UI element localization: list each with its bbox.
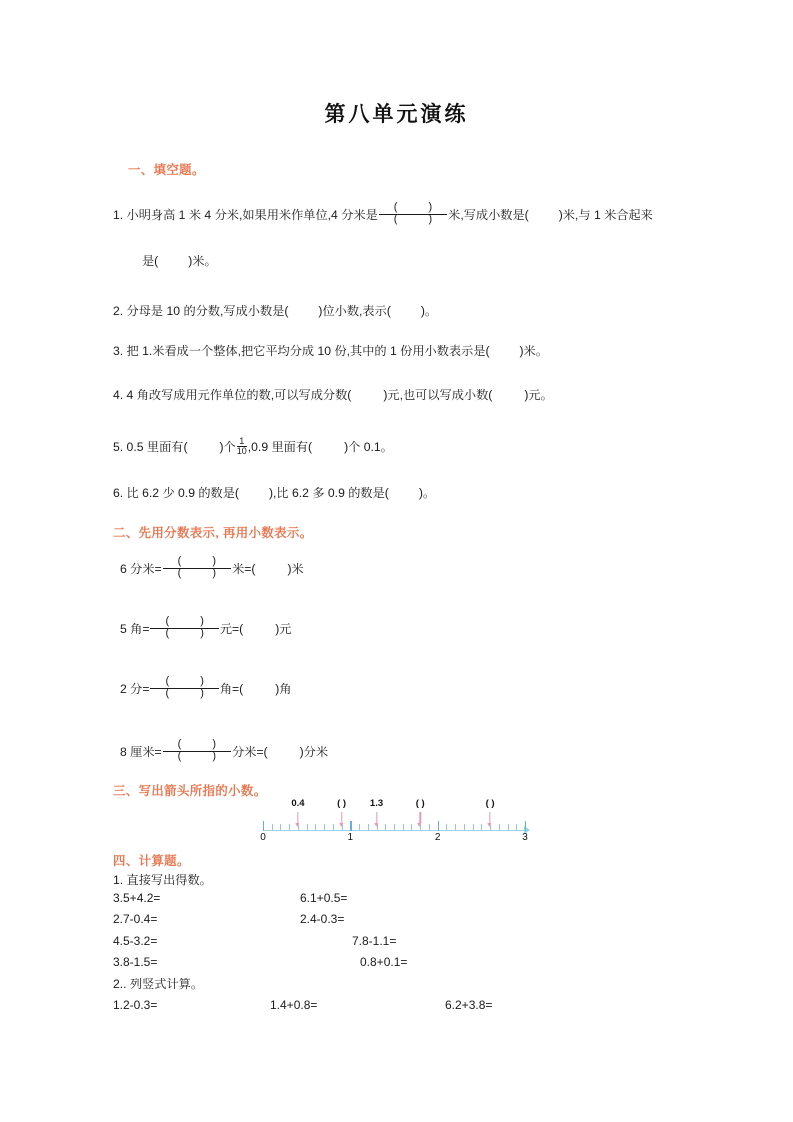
question-6 [113,484,435,501]
section-heading-calculation: 四、计算题。 [113,854,190,868]
question-3 [113,342,548,359]
number-line-major-tick [438,821,439,831]
convert-row-mid: 角=( [219,681,244,696]
fraction-blank [150,677,218,699]
question-4-text-b: )元,也可以写成小数( [383,388,493,402]
question-6-text-a: 6. 比 6.2 少 0.9 的数是( [113,486,239,500]
fraction-denominator: ( ) [165,687,218,699]
question-2-text-b: )位小数,表示( [318,304,391,318]
number-line-minor-tick [368,824,369,830]
number-line-arrow-label: 0.4 [291,798,305,809]
number-line-tick-label: 0 [260,832,266,843]
number-line-minor-tick [403,824,404,830]
fraction-blank-q1 [379,203,447,225]
fraction-blank [150,617,218,639]
question-5-text-c: ,0.9 里面有( [247,440,313,454]
number-line-arrow-label: ( ) [415,798,425,809]
calc-vertical-3: 6.2+3.8= [445,998,493,1012]
fraction-one-tenth [237,437,247,456]
fraction-denominator: ( ) [177,567,231,579]
number-line-minor-tick [385,824,386,830]
question-1-cont [142,252,217,269]
question-2 [113,302,437,319]
convert-row-tail: )分米 [299,744,329,759]
convert-row-tail: )角 [275,681,292,696]
fraction-numerator: ( ) [177,738,231,750]
convert-row-3 [120,677,292,699]
number-line-minor-tick [289,824,290,830]
number-line-minor-tick [411,824,412,830]
number-line-tick-label: 1 [347,832,354,843]
number-line-arrow-icon [419,812,420,823]
question-5 [113,437,393,456]
subsection-vertical-calculation: 2.. 列竖式计算。 [113,977,204,991]
question-6-text-b: ),比 6.2 多 0.9 的数是( [268,486,389,500]
number-line-major-tick [263,821,264,831]
convert-row-lead: 6 分米= [120,561,162,576]
number-line-tick-label: 3 [522,832,528,843]
convert-row-1 [120,557,304,579]
question-4 [113,386,553,403]
number-line-major-tick [525,821,526,831]
number-line-minor-tick [508,824,509,830]
number-line-arrow-icon [297,812,298,823]
fraction-blank [163,740,231,762]
question-1-text-a: 1. 小明身高 1 米 4 分米,如果用米作单位,4 分米是 [113,207,378,222]
fraction-numerator: ( ) [393,201,447,213]
number-line-minor-tick [499,824,500,830]
fraction-denominator: 10 [236,446,247,456]
number-line-minor-tick [359,824,360,830]
fraction-denominator: ( ) [177,750,231,762]
convert-row-lead: 5 角= [120,621,150,636]
number-line-arrow-label: 1.3 [369,798,384,809]
number-line-arrow-icon [489,812,490,823]
number-line-arrow-label: ( ) [337,798,347,809]
fraction-blank [163,557,231,579]
fraction-denominator: ( ) [393,213,447,225]
question-1-text-b: 米,写成小数是( [448,207,529,222]
number-line-minor-tick [315,824,316,830]
calc-vertical-2: 1.4+0.8= [270,998,318,1012]
section-heading-fill-in-blanks: 一、填空题。 [128,163,205,177]
number-line-minor-tick [429,824,430,830]
number-line-minor-tick [516,824,517,830]
number-line-major-tick [350,821,351,831]
subsection-direct-answers: 1. 直接写出得数。 [113,873,212,887]
convert-row-lead: 8 厘米= [120,744,162,759]
question-5-text-a: 5. 0.5 里面有( [113,440,188,454]
fraction-numerator: ( ) [165,615,218,627]
question-1-text-c: )米,与 1 米合起来 [558,207,653,222]
question-2-text-c: )。 [420,304,438,318]
number-line-minor-tick [307,824,308,830]
number-line-minor-tick [473,824,474,830]
number-line-minor-tick [481,824,482,830]
convert-row-tail: )米 [287,561,304,576]
number-line-arrow-label: ( ) [485,798,495,809]
question-4-text-a: 4. 4 角改写成用元作单位的数,可以写成分数( [113,388,352,402]
question-3-text-b: )米。 [519,344,548,358]
question-4-text-c: )元。 [524,388,553,402]
calc-right-1: 6.1+0.5= [300,891,348,905]
number-line-arrow-icon [376,812,377,823]
question-5-text-b: )个 [219,440,236,454]
convert-row-mid: 分米=( [232,744,268,759]
question-1-text-d: 是( [142,254,159,268]
calc-right-2: 2.4-0.3= [300,912,345,926]
calc-right-3: 7.8-1.1= [352,934,397,948]
fraction-denominator: ( ) [165,627,218,639]
page-title: 第八单元演练 [324,102,469,126]
fraction-numerator: ( ) [165,675,218,687]
calc-left-2: 2.7-0.4= [113,912,158,926]
convert-row-lead: 2 分= [120,681,150,696]
convert-row-mid: 米=( [232,561,256,576]
convert-row-mid: 元=( [219,621,244,636]
number-line-minor-tick [455,824,456,830]
number-line-arrow-icon [341,812,342,823]
convert-row-tail: )元 [275,621,292,636]
calc-vertical-1: 1.2-0.3= [113,998,158,1012]
number-line-minor-tick [394,824,395,830]
convert-row-2 [120,617,292,639]
number-line-minor-tick [272,824,273,830]
fraction-numerator: 1 [239,436,245,446]
question-3-text-a: 3. 把 1.米看成一个整体,把它平均分成 10 份,其中的 1 份用小数表示是( [113,344,490,358]
question-1 [113,203,653,225]
convert-row-4 [120,740,328,762]
number-line-minor-tick [333,824,334,830]
question-5-text-d: )个 0.1。 [344,440,393,454]
fraction-numerator: ( ) [177,555,231,567]
calc-left-4: 3.8-1.5= [113,955,158,969]
number-line-minor-tick [446,824,447,830]
section-heading-fraction-decimal: 二、先用分数表示, 再用小数表示。 [113,526,313,540]
calc-left-3: 4.5-3.2= [113,934,158,948]
section-heading-number-line: 三、写出箭头所指的小数。 [113,784,267,798]
number-line-minor-tick [324,824,325,830]
number-line-minor-tick [280,824,281,830]
number-line-chart [258,798,538,850]
question-2-text-a: 2. 分母是 10 的分数,写成小数是( [113,304,289,318]
calc-right-4: 0.8+0.1= [360,955,408,969]
question-1-text-e: )米。 [188,254,217,268]
number-line-axis [263,830,525,831]
number-line-tick-label: 2 [434,832,441,843]
calc-left-1: 3.5+4.2= [113,891,161,905]
question-6-text-c: )。 [418,486,436,500]
number-line-minor-tick [464,824,465,830]
